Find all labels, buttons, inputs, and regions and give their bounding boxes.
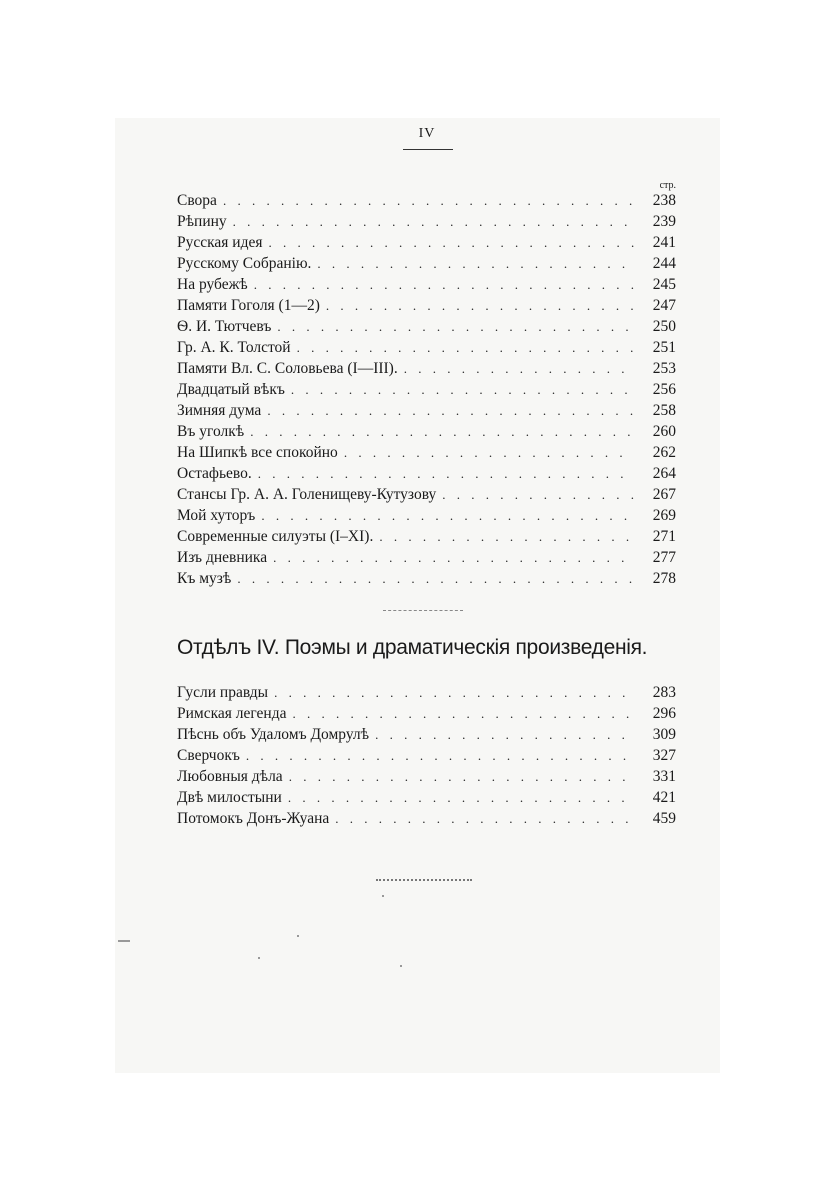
toc-entry-page: 267	[652, 486, 676, 503]
dot-leader	[288, 787, 634, 808]
toc-entry-page: 459	[652, 810, 676, 827]
scan-speck	[382, 895, 384, 897]
scan-speck	[400, 965, 402, 967]
toc-entry-title: Стансы Гр. А. А. Голенищеву-Кутузову	[177, 486, 437, 503]
toc-entry	[177, 463, 676, 484]
dot-leader	[277, 316, 634, 337]
toc-entry-title: Мой хуторъ	[177, 507, 256, 524]
toc-entry-title: Рѣпину	[177, 213, 227, 230]
toc-entry	[177, 484, 676, 505]
toc-entry-title: Остафьево.	[177, 465, 252, 482]
toc-entry-title: Гусли правды	[177, 684, 269, 701]
toc-entry	[177, 337, 676, 358]
dot-leader	[344, 442, 634, 463]
toc-entry-title: Двадцатый вѣкъ	[177, 381, 285, 398]
dot-leader	[291, 379, 634, 400]
toc-entry	[177, 568, 676, 589]
toc-entry-page: 327	[652, 747, 676, 764]
toc-entry-page: 309	[652, 726, 676, 743]
toc-entry-page: 331	[652, 768, 676, 785]
dot-leader	[223, 190, 634, 211]
toc-entry-title: Изъ дневника	[177, 549, 268, 566]
toc-entry	[177, 703, 676, 724]
toc-entry-page: 244	[652, 255, 676, 272]
scan-speck	[297, 935, 299, 937]
toc-entry	[177, 442, 676, 463]
toc-entry	[177, 211, 676, 232]
dot-leader	[293, 703, 635, 724]
toc-entry-title: Свора	[177, 192, 217, 209]
end-ornament	[376, 879, 472, 881]
toc-entry	[177, 400, 676, 421]
toc-entry	[177, 421, 676, 442]
toc-entry	[177, 526, 676, 547]
toc-entry	[177, 547, 676, 568]
toc-entry-title: Римская легенда	[177, 705, 287, 722]
toc-entry-title: На рубежѣ	[177, 276, 248, 293]
dot-leader	[246, 745, 634, 766]
dot-leader	[442, 484, 634, 505]
dot-leader	[267, 400, 634, 421]
dot-leader	[258, 463, 634, 484]
dot-leader	[273, 547, 634, 568]
toc-entry-page: 253	[652, 360, 676, 377]
toc-entry-title: Потомокъ Донъ-Жуана	[177, 810, 330, 827]
dot-leader	[237, 568, 634, 589]
dot-leader	[261, 505, 634, 526]
toc-entry-page: 238	[652, 192, 676, 209]
toc-entry-title: Ѳ. И. Тютчевъ	[177, 318, 272, 335]
toc-entry-page: 278	[652, 570, 676, 587]
page-column-header: стр.	[659, 180, 676, 191]
toc-entry-title: Двѣ милостыни	[177, 789, 282, 806]
toc-entry-page: 269	[652, 507, 676, 524]
dot-leader	[297, 337, 634, 358]
toc-entry-page: 260	[652, 423, 676, 440]
dot-leader	[404, 358, 634, 379]
toc-section-4	[177, 682, 676, 829]
toc-entry-page: 251	[652, 339, 676, 356]
toc-entry-title: Сверчокъ	[177, 747, 240, 764]
toc-entry	[177, 379, 676, 400]
toc-entry	[177, 682, 676, 703]
toc-entry	[177, 190, 676, 211]
toc-entry	[177, 724, 676, 745]
section-divider	[383, 610, 463, 611]
toc-entry	[177, 253, 676, 274]
toc-entry-page: 245	[652, 276, 676, 293]
dot-leader	[317, 253, 634, 274]
toc-entry-page: 258	[652, 402, 676, 419]
toc-entry	[177, 505, 676, 526]
toc-entry-title: Памяти Вл. С. Соловьева (I—III).	[177, 360, 398, 377]
toc-entry-page: 271	[652, 528, 676, 545]
toc-entry-page: 247	[652, 297, 676, 314]
toc-entry-title: Зимняя дума	[177, 402, 262, 419]
toc-section-3	[177, 190, 676, 589]
section-4-heading: Отдѣлъ IV. Поэмы и драматическія произведенія.	[177, 636, 648, 659]
toc-entry	[177, 232, 676, 253]
dot-leader	[289, 766, 634, 787]
toc-entry-title: Гр. А. К. Толстой	[177, 339, 291, 356]
dot-leader	[233, 211, 634, 232]
toc-entry-title: Пѣснь объ Удаломъ Домрулѣ	[177, 726, 370, 743]
toc-entry-page: 296	[652, 705, 676, 722]
toc-entry	[177, 745, 676, 766]
toc-entry	[177, 808, 676, 829]
toc-entry	[177, 316, 676, 337]
toc-entry-title: Памяти Гоголя (1—2)	[177, 297, 320, 314]
toc-entry-page: 264	[652, 465, 676, 482]
scan-speck	[118, 940, 130, 942]
toc-entry	[177, 358, 676, 379]
dot-leader	[379, 526, 634, 547]
toc-entry-page: 277	[652, 549, 676, 566]
toc-entry-title: На Шипкѣ все спокойно	[177, 444, 338, 461]
header-rule	[403, 149, 453, 150]
scan-speck	[258, 957, 260, 959]
dot-leader	[326, 295, 634, 316]
toc-entry	[177, 766, 676, 787]
toc-entry-page: 239	[652, 213, 676, 230]
toc-entry	[177, 787, 676, 808]
page-number: IV	[418, 126, 436, 141]
dot-leader	[254, 274, 634, 295]
toc-entry-page: 256	[652, 381, 676, 398]
toc-entry-title: Русская идея	[177, 234, 263, 251]
toc-entry	[177, 274, 676, 295]
toc-entry-title: Любовныя дѣла	[177, 768, 283, 785]
dot-leader	[335, 808, 634, 829]
toc-entry	[177, 295, 676, 316]
toc-entry-title: Къ музѣ	[177, 570, 232, 587]
toc-entry-page: 283	[652, 684, 676, 701]
toc-entry-page: 241	[652, 234, 676, 251]
toc-entry-page: 262	[652, 444, 676, 461]
dot-leader	[269, 232, 635, 253]
dot-leader	[274, 682, 634, 703]
dot-leader	[250, 421, 634, 442]
toc-entry-page: 250	[652, 318, 676, 335]
toc-entry-page: 421	[652, 789, 676, 806]
toc-entry-title: Современные силуэты (I–XI).	[177, 528, 374, 545]
dot-leader	[375, 724, 634, 745]
toc-entry-title: Русскому Собранію.	[177, 255, 312, 272]
toc-entry-title: Въ уголкѣ	[177, 423, 245, 440]
